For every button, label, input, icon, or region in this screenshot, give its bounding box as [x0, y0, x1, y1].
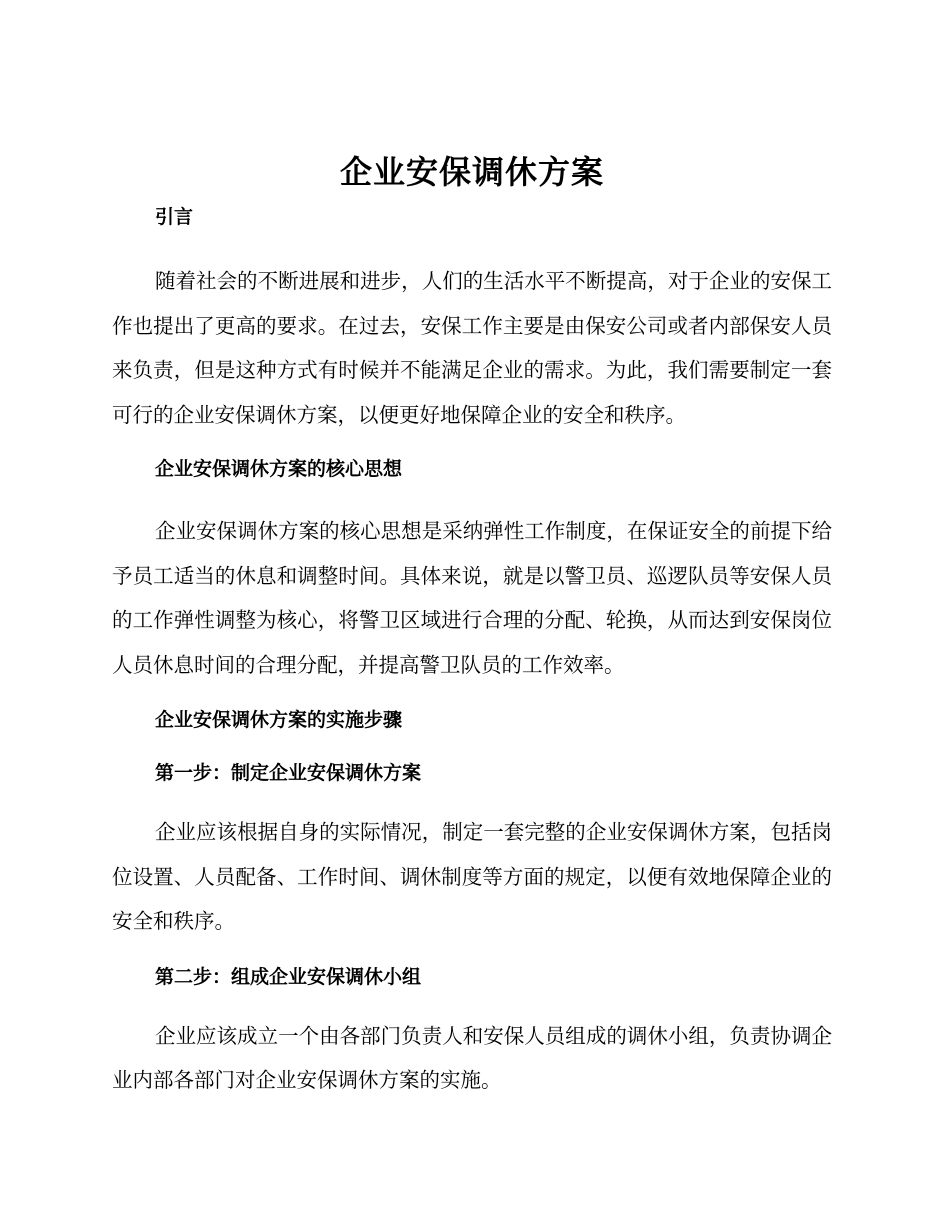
core-idea-paragraph: 企业安保调休方案的核心思想是采纳弹性工作制度，在保证安全的前提下给予员工适当的休息和调整时间。具体来说，就是以警卫员、巡逻队员等安保人员的工作弹性调整为核心，将警卫区域进行合理的分配、轮换，从而达到安保岗位人员休息时间的合理分配，并提高警卫队员的工作效率。	[112, 519, 832, 677]
intro-heading: 引言	[155, 206, 194, 228]
implementation-steps-heading: 企业安保调休方案的实施步骤	[155, 709, 403, 731]
step-1-paragraph: 企业应该根据自身的实际情况，制定一套完整的企业安保调休方案，包括岗位设置、人员配备、工作时间、调休制度等方面的规定，以便有效地保障企业的安全和秩序。	[112, 820, 832, 933]
step-2-heading: 第二步：组成企业安保调休小组	[155, 965, 422, 988]
step-1-heading: 第一步：制定企业安保调休方案	[155, 762, 422, 784]
intro-paragraph: 随着社会的不断进展和进步，人们的生活水平不断提高，对于企业的安保工作也提出了更高的要求。在过去，安保工作主要是由保安公司或者内部保安人员来负责，但是这种方式有时候并不能满足企业的需求。为此，我们需要制定一套可行的企业安保调休方案，以便更好地保障企业的安全和秩序。	[112, 269, 832, 427]
step-2-paragraph: 企业应该成立一个由各部门负责人和安保人员组成的调休小组，负责协调企业内部各部门对企业安保调休方案的实施。	[112, 1023, 832, 1092]
core-idea-heading: 企业安保调休方案的核心思想	[155, 458, 403, 480]
document-title: 企业安保调休方案	[339, 153, 604, 191]
document-body	[112, 150, 832, 1103]
